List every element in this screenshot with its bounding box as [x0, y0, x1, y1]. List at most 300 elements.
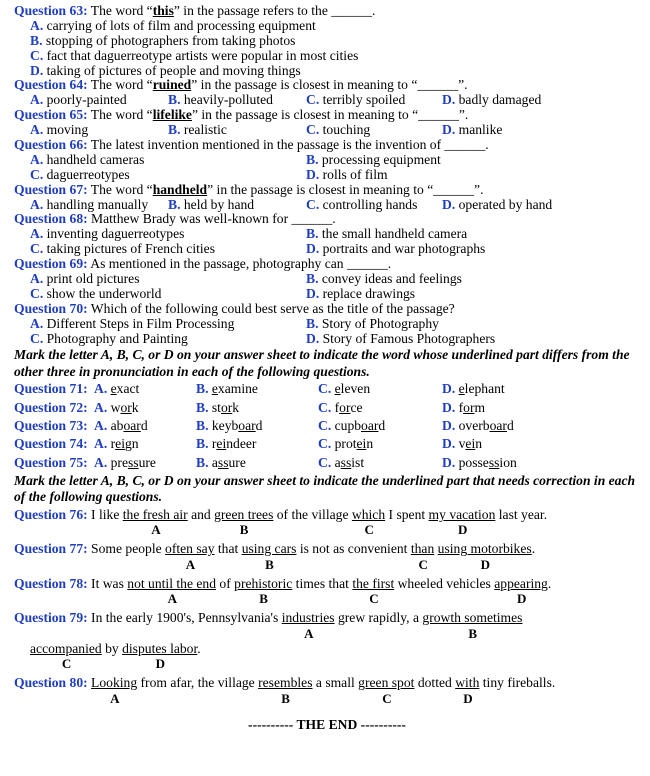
sentence-text: wheeled vehicles	[394, 575, 495, 591]
option-row	[14, 19, 640, 34]
option-letter: B.	[306, 226, 319, 242]
sentence-line	[14, 609, 640, 627]
option-text: lephant	[464, 381, 505, 397]
option-text: moving	[43, 122, 89, 138]
pronunciation-row	[14, 454, 640, 472]
option-letter: A.	[94, 381, 108, 397]
question-text: ” in the passage is closest in meaning to “______”.	[191, 77, 468, 93]
answer-letter: A	[167, 591, 178, 607]
question	[14, 78, 640, 108]
option	[196, 454, 246, 472]
option-letter: B.	[196, 436, 209, 452]
option-letter: A.	[30, 122, 44, 138]
question	[14, 506, 640, 541]
option-text: operated by hand	[455, 196, 553, 212]
answer-letter: D	[463, 690, 473, 706]
answer-letter: B	[265, 556, 274, 572]
underlined-part: ei	[465, 436, 476, 452]
option	[442, 198, 552, 213]
option	[30, 168, 130, 183]
option	[94, 380, 139, 398]
option-letter: B.	[196, 381, 209, 397]
option-text: ure	[228, 454, 246, 470]
option-letter: A.	[30, 226, 44, 242]
question	[14, 540, 640, 575]
answer-letter: B	[239, 522, 249, 538]
question-line	[14, 257, 640, 272]
error-questions	[14, 506, 640, 709]
underlined-part: or	[339, 399, 351, 415]
option	[196, 417, 262, 435]
option-letter: D.	[306, 241, 320, 257]
option	[30, 227, 184, 242]
answer-letter: B	[468, 625, 478, 641]
question-line	[14, 78, 640, 93]
sentence-line	[14, 540, 640, 558]
underlined-part: or	[120, 399, 132, 415]
option	[30, 63, 301, 78]
option-letter: C.	[30, 166, 44, 182]
option-row	[14, 168, 640, 183]
option-text: n	[366, 436, 374, 452]
option-text: d	[506, 418, 514, 434]
option-letter: A.	[30, 92, 44, 108]
option-letter: C.	[318, 454, 332, 470]
option-text: terribly spoiled	[319, 92, 406, 108]
question-label: Question 80:	[14, 675, 88, 691]
sentence-text: a small	[312, 675, 359, 691]
option	[442, 417, 514, 435]
option	[442, 435, 482, 453]
question	[14, 302, 640, 347]
question-text: ” in the passage refers to the ______.	[173, 3, 376, 18]
answer-letters	[14, 692, 640, 705]
underlined-part: e	[110, 381, 117, 397]
pronunciation-row	[14, 380, 640, 398]
question-line	[14, 108, 640, 123]
option-row	[14, 198, 640, 213]
question-label: Question 79:	[14, 610, 88, 626]
sentence-text: Some people	[87, 541, 166, 557]
option	[306, 332, 495, 347]
option-text: ion	[499, 454, 517, 470]
option	[306, 153, 441, 168]
option	[30, 123, 88, 138]
option	[306, 272, 462, 287]
option-text: r	[107, 436, 116, 452]
option-row	[14, 332, 640, 347]
sentence-text: times that	[292, 575, 353, 591]
option	[30, 332, 188, 347]
end-marker: ---------- THE END ----------	[248, 716, 406, 732]
option-text: st	[208, 399, 221, 415]
option	[318, 380, 370, 398]
option-text: processing equipment	[318, 151, 441, 167]
question-keyword: lifelike	[152, 107, 192, 123]
question-label: Question 69:	[14, 256, 88, 272]
question-line	[14, 183, 640, 198]
underlined-part: ei	[356, 436, 367, 452]
sentence-line	[14, 506, 640, 524]
question-text: Which of the following could best serve as the title of the passage?	[87, 300, 455, 316]
option-text: d	[140, 418, 148, 434]
option	[30, 287, 161, 302]
sentence-text: last year.	[495, 506, 548, 522]
underlined-part: appearing	[494, 575, 548, 591]
sentence-text: In the early 1900's, Pennsylvania's	[87, 610, 282, 626]
option-text: fact that daguerreotype artists were popular in most cities	[43, 47, 359, 63]
option	[306, 317, 439, 332]
option-letter: D.	[442, 454, 456, 470]
option-text: print old pictures	[43, 271, 140, 287]
question-text: The latest invention mentioned in the passage is the invention of ______.	[87, 137, 489, 153]
sentence-text: grew rapidly, a	[334, 610, 423, 626]
sentence-text: It was	[87, 575, 128, 591]
option	[306, 242, 485, 257]
underlined-part: resembles	[258, 675, 313, 691]
option-letter: B.	[196, 399, 209, 415]
answer-letter: A	[151, 522, 161, 538]
option	[30, 242, 215, 257]
option-text: inventing daguerreotypes	[43, 226, 185, 242]
underlined-part: oar	[123, 418, 141, 434]
question-keyword: handheld	[152, 181, 208, 197]
question	[14, 4, 640, 78]
option-text: f	[455, 399, 464, 415]
underlined-part: green trees	[214, 506, 274, 522]
pronunciation-questions	[14, 380, 640, 471]
option	[168, 198, 254, 213]
question-label: Question 71:	[14, 381, 88, 397]
option	[306, 93, 405, 108]
option-letter: B.	[306, 271, 319, 287]
option-text: a	[331, 454, 341, 470]
exam-page	[14, 4, 640, 733]
answer-letters	[14, 627, 640, 640]
option-letter: C.	[30, 241, 44, 257]
option-text: realistic	[180, 122, 227, 138]
option	[306, 227, 467, 242]
option	[306, 168, 388, 183]
question	[14, 212, 640, 257]
answer-letters	[14, 592, 640, 605]
reading-questions	[14, 4, 640, 346]
answer-letter: C	[364, 522, 374, 538]
underlined-part: which	[351, 506, 386, 522]
sentence-text: and	[187, 506, 215, 522]
option	[94, 399, 139, 417]
underlined-part: disputes labor	[122, 640, 198, 656]
answer-letter: A	[185, 556, 196, 572]
option-text: the small handheld camera	[318, 226, 468, 242]
option-text: v	[455, 436, 466, 452]
question-line	[14, 138, 640, 153]
option	[30, 317, 234, 332]
option	[196, 380, 258, 398]
option-text: carrying of lots of film and processing equipment	[43, 17, 316, 33]
option-letter: D.	[306, 166, 320, 182]
option-letter: B.	[306, 151, 319, 167]
option-text: gn	[124, 436, 139, 452]
question	[14, 138, 640, 183]
underlined-part: or	[463, 399, 475, 415]
question-label: Question 75:	[14, 454, 88, 470]
question-text: As mentioned in the passage, photography can ______.	[87, 256, 392, 272]
error-instruction: Mark the letter A, B, C, or D on your answer sheet to indicate the underlined part that needs correction in each of the following questions.	[14, 472, 636, 505]
sentence-text: .	[531, 541, 536, 557]
option-letter: C.	[306, 122, 320, 138]
option-row	[14, 49, 640, 64]
option-row	[14, 34, 640, 49]
option-text: held by hand	[180, 196, 255, 212]
option	[318, 399, 363, 417]
question-label: Question 68:	[14, 211, 88, 227]
option-text: d	[255, 418, 263, 434]
option-letter: D.	[442, 122, 456, 138]
underlined-part: ei	[115, 436, 125, 452]
option-text: Story of Photography	[318, 315, 439, 331]
option	[30, 198, 148, 213]
option-letter: C.	[306, 92, 320, 108]
option-letter: D.	[442, 436, 456, 452]
option	[196, 435, 256, 453]
sentence-line	[14, 674, 640, 692]
question-line	[14, 4, 640, 19]
option	[168, 123, 227, 138]
answer-letter: A	[304, 625, 314, 641]
option	[306, 123, 370, 138]
question-line	[14, 302, 640, 317]
option-text: posse	[455, 454, 489, 470]
option-text: ist	[351, 454, 365, 470]
option	[442, 93, 541, 108]
answer-letter: C	[382, 690, 392, 706]
question	[14, 257, 640, 302]
option-letter: A.	[30, 17, 44, 33]
sentence-text: of	[216, 575, 235, 591]
option-letter: C.	[30, 330, 44, 346]
underlined-part: using motorbikes	[437, 541, 532, 557]
underlined-part: oar	[238, 418, 256, 434]
option-text: overb	[455, 418, 490, 434]
option-text: leven	[340, 381, 371, 397]
underlined-part: prehistoric	[234, 575, 293, 591]
answer-letter: C	[418, 556, 428, 572]
option-text: Story of Famous Photographers	[319, 330, 496, 346]
question-text: The word “	[87, 3, 153, 18]
underlined-part: oar	[489, 418, 507, 434]
underlined-part: e	[458, 381, 465, 397]
option-text: pre	[107, 454, 128, 470]
option	[442, 123, 502, 138]
option-text: convey ideas and feelings	[318, 271, 462, 287]
sentence-text: I like	[87, 506, 123, 522]
option	[94, 417, 148, 435]
option-text: taking of pictures of people and moving things	[43, 62, 301, 78]
pronunciation-row	[14, 399, 640, 417]
option	[30, 33, 295, 48]
option-text: k	[232, 399, 240, 415]
question	[14, 575, 640, 610]
underlined-part: industries	[281, 610, 335, 626]
option-letter: D.	[306, 285, 320, 301]
option-text: ce	[350, 399, 363, 415]
option-letter: C.	[318, 436, 332, 452]
option-letter: C.	[30, 285, 44, 301]
option	[30, 48, 358, 63]
option-row	[14, 287, 640, 302]
sentence-text: of the village	[273, 506, 352, 522]
underlined-part: ss	[488, 454, 500, 470]
question-text: Matthew Brady was well-known for ______.	[87, 211, 336, 227]
option-letter: C.	[30, 47, 44, 63]
option-letter: A.	[94, 418, 108, 434]
option-text: taking pictures of French cities	[43, 241, 215, 257]
option-text: manlike	[455, 122, 503, 138]
option-text: ndeer	[226, 436, 257, 452]
option-letter: C.	[318, 399, 332, 415]
option-text: Different Steps in Film Processing	[43, 315, 235, 331]
answer-letter: A	[110, 690, 120, 706]
option	[94, 454, 156, 472]
pronunciation-row	[14, 435, 640, 453]
underlined-part: growth sometimes	[422, 610, 523, 626]
underlined-part: oar	[361, 418, 379, 434]
option	[442, 454, 517, 472]
sentence-text: from afar, the village	[137, 675, 259, 691]
option	[30, 18, 316, 33]
option-letter: A.	[30, 196, 44, 212]
underlined-part: or	[220, 399, 233, 415]
option-text: w	[107, 399, 121, 415]
underlined-part: ei	[216, 436, 227, 452]
option-letter: A.	[30, 271, 44, 287]
option	[94, 435, 139, 453]
option-text: controlling hands	[319, 196, 418, 212]
option	[168, 93, 273, 108]
underlined-part: not until the end	[127, 575, 217, 591]
sentence-text: tiny fireballs.	[479, 675, 556, 691]
sentence-line	[14, 640, 640, 658]
option-letter: C.	[306, 196, 320, 212]
question-label: Question 63:	[14, 3, 88, 18]
question-label: Question 72:	[14, 399, 88, 415]
question-text: ” in the passage is closest in meaning to “______”.	[207, 181, 484, 197]
underlined-part: ss	[217, 454, 229, 470]
underlined-part: using cars	[241, 541, 297, 557]
option-letter: B.	[306, 315, 319, 331]
option-text: touching	[319, 122, 371, 138]
answer-letter: D	[517, 591, 527, 607]
underlined-part: Looking	[91, 675, 138, 691]
sentence-text: .	[547, 575, 552, 591]
option-row	[14, 317, 640, 332]
question-text: ” in the passage is closest in meaning to “______”.	[191, 107, 469, 123]
option-letter: A.	[30, 151, 44, 167]
option-letter: D.	[442, 399, 456, 415]
underlined-part: the first	[352, 575, 395, 591]
option	[318, 417, 385, 435]
sentence-text: .	[197, 640, 201, 656]
option-row	[14, 93, 640, 108]
option-row	[14, 272, 640, 287]
pronunciation-instruction: Mark the letter A, B, C, or D on your answer sheet to indicate the word whose underlined part differs from the other three in pronunciation in each of the following questions.	[14, 347, 630, 379]
option-text: poorly-painted	[43, 92, 127, 108]
question-label: Question 64:	[14, 77, 88, 93]
question-keyword: this	[152, 3, 174, 18]
question-label: Question 77:	[14, 541, 88, 557]
option-letter: B.	[168, 196, 181, 212]
question-text: The word “	[87, 181, 153, 197]
option-text: a	[208, 454, 218, 470]
option	[442, 380, 505, 398]
answer-letter: B	[281, 690, 290, 706]
sentence-text: by	[101, 640, 123, 656]
question-text: The word “	[87, 107, 153, 123]
option-letter: B.	[168, 122, 181, 138]
question-keyword: ruined	[152, 77, 192, 93]
option-letter: D.	[30, 62, 44, 78]
question-label: Question 66:	[14, 137, 88, 153]
option-row	[14, 242, 640, 257]
option	[30, 93, 127, 108]
option	[30, 153, 144, 168]
option-letter: D.	[306, 330, 320, 346]
option	[30, 272, 140, 287]
option	[442, 399, 485, 417]
option-letter: B.	[196, 418, 209, 434]
option-text: heavily-polluted	[180, 92, 273, 108]
question-label: Question 65:	[14, 107, 88, 123]
option-letter: A.	[30, 315, 44, 331]
underlined-part: e	[211, 381, 218, 397]
option	[318, 435, 373, 453]
sentence-text: dotted	[414, 675, 456, 691]
option-letter: A.	[94, 454, 108, 470]
question-label: Question 73:	[14, 418, 88, 434]
underlined-part: my vacation	[428, 506, 496, 522]
underlined-part: with	[455, 675, 480, 691]
question-label: Question 74:	[14, 436, 88, 452]
answer-letters	[14, 558, 640, 571]
option-letter: C.	[318, 418, 332, 434]
underlined-part: ss	[127, 454, 139, 470]
spacer	[14, 705, 640, 709]
underlined-part: e	[334, 381, 341, 397]
answer-letter: D	[155, 656, 166, 672]
option-text: k	[131, 399, 139, 415]
option-row	[14, 153, 640, 168]
question-label: Question 70:	[14, 300, 88, 316]
option-letter: D.	[442, 196, 456, 212]
option-row	[14, 227, 640, 242]
answer-letter: B	[259, 591, 268, 607]
option-text: ure	[138, 454, 156, 470]
question	[14, 108, 640, 138]
option-letter: A.	[94, 399, 108, 415]
option-text: handheld cameras	[43, 151, 145, 167]
option-text: show the underworld	[43, 285, 162, 301]
option-text: f	[331, 399, 340, 415]
option-row	[14, 123, 640, 138]
option	[306, 287, 415, 302]
underlined-part: often say	[165, 541, 215, 557]
option-letter: D.	[442, 418, 456, 434]
option-text: stopping of photographers from taking photos	[42, 32, 296, 48]
answer-letter: D	[480, 556, 491, 572]
option-text: Photography and Painting	[43, 330, 188, 346]
option-text: d	[378, 418, 386, 434]
